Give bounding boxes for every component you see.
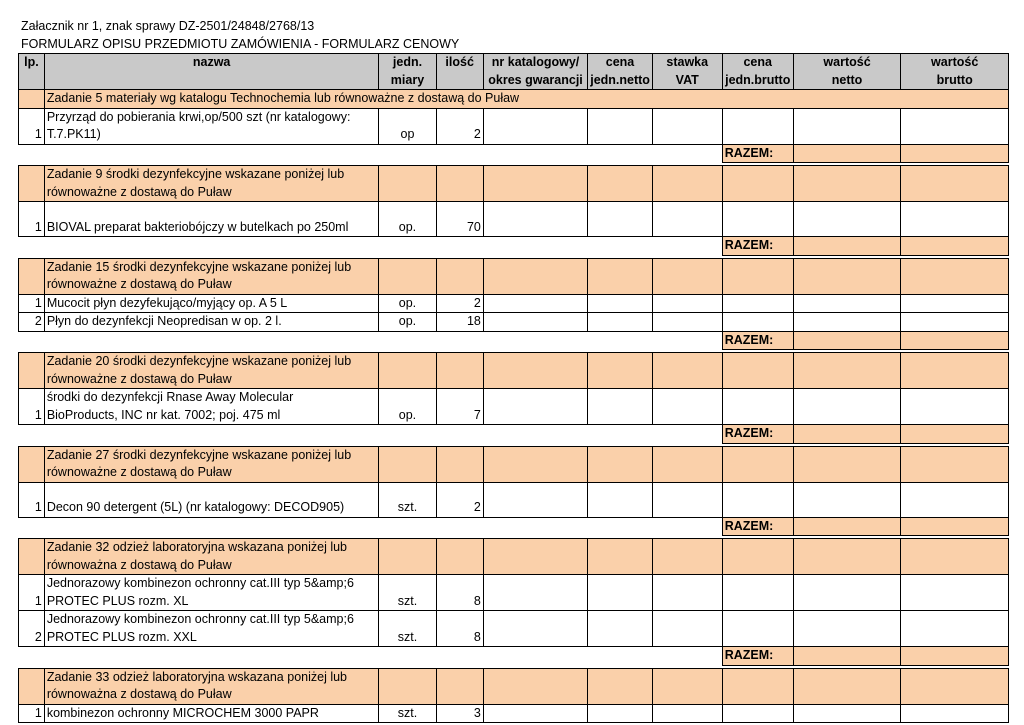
razem-row (19, 425, 1009, 444)
task-row (19, 258, 1009, 294)
razem-label: RAZEM: (722, 144, 793, 163)
col-header-cena-netto: cena jedn.netto (588, 54, 653, 90)
item-qty: 2 (436, 482, 483, 517)
col-header-cena-brutto: cena jedn.brutto (722, 54, 793, 90)
form-title: FORMULARZ OPISU PRZEDMIOTU ZAMÓWIENIA - FORMULARZ CENOWY (21, 37, 460, 51)
task-row (19, 166, 1009, 202)
item-unit: op. (379, 389, 436, 425)
price-form-table (18, 53, 1009, 723)
item-qty: 18 (436, 313, 483, 332)
table-row (19, 611, 1009, 647)
task-title: Zadanie 15 środki dezynfekcyjne wskazane poniżej lub równoważne z dostawą do Puław (44, 258, 379, 294)
razem-label: RAZEM: (722, 237, 793, 256)
item-unit: op. (379, 294, 436, 313)
item-qty: 7 (436, 389, 483, 425)
item-qty: 2 (436, 108, 483, 144)
table-header-row (19, 54, 1009, 90)
item-qty: 3 (436, 704, 483, 723)
task-row (19, 539, 1009, 575)
item-qty: 8 (436, 575, 483, 611)
task-title: Zadanie 20 środki dezynfekcyjne wskazane poniżej lub równoważne z dostawą do Puław (44, 353, 379, 389)
item-lp: 1 (19, 704, 45, 723)
task-title: Zadanie 32 odzież laboratoryjna wskazana poniżej lub równoważna z dostawą do Puław (44, 539, 379, 575)
col-header-wartosc-brutto: wartość brutto (901, 54, 1009, 90)
task-title: Zadanie 9 środki dezynfekcyjne wskazane poniżej lub równoważne z dostawą do Puław (44, 166, 379, 202)
table-row (19, 575, 1009, 611)
col-header-jm: jedn. miary (379, 54, 436, 90)
item-name: środki do dezynfekcji Rnase Away Molecular BioProducts, INC nr kat. 7002; poj. 475 ml (44, 389, 379, 425)
table-row (19, 108, 1009, 144)
item-name: Przyrząd do pobierania krwi,op/500 szt (nr katalogowy: T.7.PK11) (44, 108, 379, 144)
task-title: Zadanie 33 odzież laboratoryjna wskazana poniżej lub równoważna z dostawą do Puław (44, 668, 379, 704)
table-row (19, 202, 1009, 237)
item-lp: 1 (19, 482, 45, 517)
item-lp: 2 (19, 611, 45, 647)
razem-row (19, 144, 1009, 163)
razem-row (19, 331, 1009, 350)
razem-row (19, 647, 1009, 666)
table-row (19, 294, 1009, 313)
table-row (19, 313, 1009, 332)
item-unit: szt. (379, 611, 436, 647)
razem-row (19, 517, 1009, 536)
item-name: Decon 90 detergent (5L) (nr katalogowy: DECOD905) (44, 482, 379, 517)
item-lp: 2 (19, 313, 45, 332)
col-header-ilosc: ilość (436, 54, 483, 90)
task-title: Zadanie 27 środki dezynfekcyjne wskazane poniżej lub równoważne z dostawą do Puław (44, 446, 379, 482)
razem-label: RAZEM: (722, 647, 793, 666)
task-row (19, 446, 1009, 482)
item-lp: 1 (19, 202, 45, 237)
item-unit: op. (379, 202, 436, 237)
item-unit: szt. (379, 704, 436, 723)
col-header-vat: stawka VAT (652, 54, 722, 90)
col-header-nazwa: nazwa (44, 54, 379, 90)
item-name: Płyn do dezynfekcji Neopredisan w op. 2 l. (44, 313, 379, 332)
item-name: Mucocit płyn dezyfekująco/myjący op. A 5 L (44, 294, 379, 313)
item-unit: op (379, 108, 436, 144)
task-row (19, 353, 1009, 389)
col-header-lp: lp. (19, 54, 45, 90)
item-lp: 1 (19, 108, 45, 144)
table-row (19, 482, 1009, 517)
item-name: kombinezon ochronny MICROCHEM 3000 PAPR (44, 704, 379, 723)
item-name: BIOVAL preparat bakteriobójczy w butelkach po 250ml (44, 202, 379, 237)
item-qty: 2 (436, 294, 483, 313)
item-qty: 70 (436, 202, 483, 237)
item-qty: 8 (436, 611, 483, 647)
item-unit: szt. (379, 575, 436, 611)
col-header-wartosc-netto: wartość netto (793, 54, 901, 90)
col-header-katalog: nr katalogowy/ okres gwarancji (483, 54, 587, 90)
item-lp: 1 (19, 389, 45, 425)
table-row (19, 389, 1009, 425)
task-row (19, 90, 1009, 109)
item-name: Jednorazowy kombinezon ochronny cat.III typ 5&amp;6 PROTEC PLUS rozm. XXL (44, 611, 379, 647)
item-unit: szt. (379, 482, 436, 517)
razem-row (19, 237, 1009, 256)
item-name: Jednorazowy kombinezon ochronny cat.III typ 5&amp;6 PROTEC PLUS rozm. XL (44, 575, 379, 611)
task-title: Zadanie 5 materiały wg katalogu Technochemia lub równoważne z dostawą do Puław (44, 90, 1008, 109)
item-lp: 1 (19, 575, 45, 611)
document-reference: Załacznik nr 1, znak sprawy DZ-2501/24848/2768/13 (21, 19, 315, 33)
table-row (19, 704, 1009, 723)
item-unit: op. (379, 313, 436, 332)
task-row (19, 668, 1009, 704)
item-lp: 1 (19, 294, 45, 313)
razem-label: RAZEM: (722, 425, 793, 444)
razem-label: RAZEM: (722, 331, 793, 350)
razem-label: RAZEM: (722, 517, 793, 536)
